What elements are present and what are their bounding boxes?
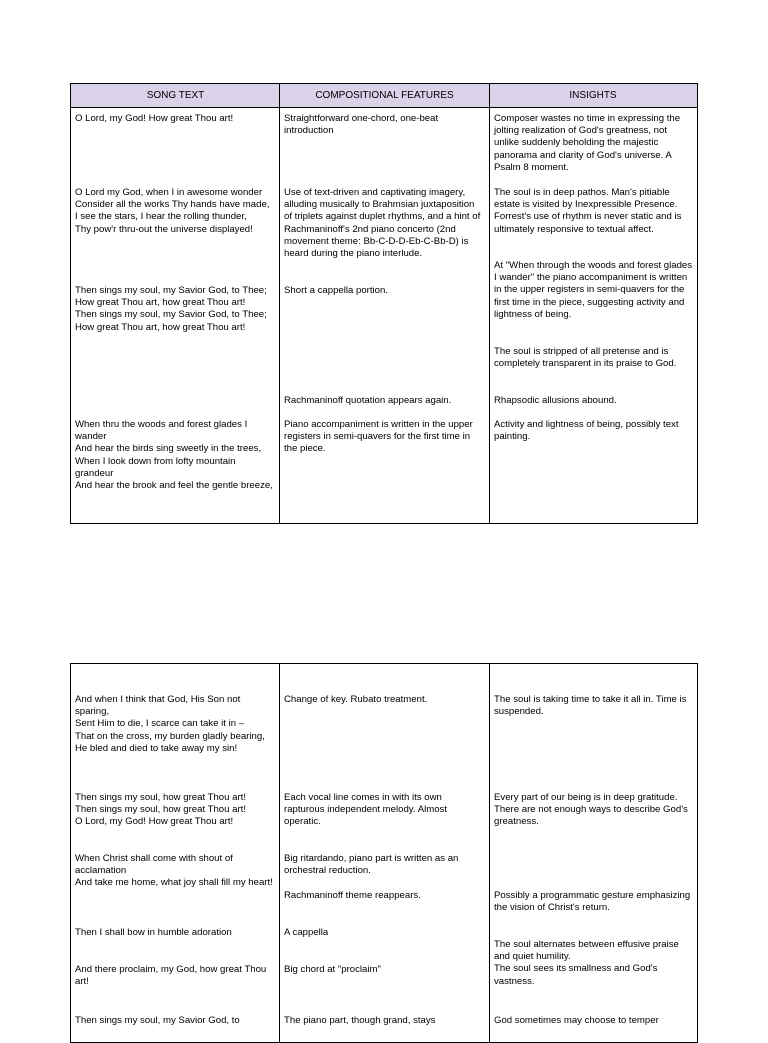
insight-cell: The soul alternates between effusive praise and quiet humility. The soul sees its smallness and God's vastness. [494, 939, 679, 987]
table-header-row [71, 84, 697, 108]
feature-cell: Piano accompaniment is written in the upper registers in semi-quavers for the first time in the piece. [284, 419, 473, 455]
song-text-cell: Then sings my soul, my Savior God, to [75, 1015, 240, 1026]
column-divider [489, 84, 490, 523]
feature-cell: A cappella [284, 927, 329, 938]
song-text-cell: And there proclaim, my God, how great Thou art! [75, 964, 267, 988]
song-text-cell: When thru the woods and forest glades I wander And hear the birds sing sweetly in the trees, When I look down from lofty mountain grandeur And hear the brook and feel the gentle breeze, [75, 419, 273, 492]
feature-cell: Big chord at "proclaim" [284, 964, 381, 975]
insight-cell: God sometimes may choose to temper [494, 1015, 659, 1026]
feature-cell: Change of key. Rubato treatment. [284, 694, 428, 705]
song-text-cell: Then I shall bow in humble adoration [75, 927, 232, 938]
feature-cell: Rachmaninoff quotation appears again. [284, 395, 452, 406]
feature-cell: Big ritardando, piano part is written as an orchestral reduction. [284, 853, 459, 877]
insight-cell: The soul is in deep pathos. Man's pitiable estate is visited by Inexpressible Presence. Forrest's use of rhythm is never static and is ultimately responsive to textual affect. [494, 187, 682, 235]
song-text-cell: When Christ shall come with shout of acclamation And take me home, what joy shall fill my heart! [75, 853, 273, 889]
feature-cell: Use of text-driven and captivating imagery, alluding musically to Brahmsian juxtaposition of triplets against duplet rhythms, and a hint of Rachmaninoff's 2nd piano concerto (2nd movement theme: Bb-C-D-D-Eb-C-Bb-D) is heard during the piano interlude. [284, 187, 481, 260]
feature-cell: Short a cappella portion. [284, 285, 388, 296]
song-text-cell: O Lord my God, when I in awesome wonder Consider all the works Thy hands have made, I see the stars, I hear the rolling thunder, Thy pow'r thru-out the universe displayed! [75, 187, 270, 235]
song-text-cell: Then sings my soul, how great Thou art! Then sings my soul, how great Thou art! O Lord, my God! How great Thou art! [75, 792, 246, 828]
header-compositional-features: COMPOSITIONAL FEATURES [315, 90, 454, 101]
insight-cell: The soul is taking time to take it all in. Time is suspended. [494, 694, 687, 718]
header-insights: INSIGHTS [569, 90, 617, 101]
song-text-cell: O Lord, my God! How great Thou art! [75, 113, 234, 124]
insight-cell: Possibly a programmatic gesture emphasizing the vision of Christ's return. [494, 890, 691, 914]
column-divider [279, 84, 280, 523]
table-page-2 [70, 663, 698, 1043]
insight-cell: Activity and lightness of being, possibly text painting. [494, 419, 679, 443]
insight-cell: At "When through the woods and forest glades I wander" the piano accompaniment is written in the upper registers in semi-quavers for the first time in the piece, suggesting activity and lightness of being. [494, 260, 693, 320]
feature-cell: Straightforward one-chord, one-beat introduction [284, 113, 439, 137]
column-divider [279, 664, 280, 1042]
feature-cell: Rachmaninoff theme reappears. [284, 890, 421, 901]
insight-cell: The soul is stripped of all pretense and is completely transparent in its praise to God. [494, 346, 677, 370]
insight-cell: Composer wastes no time in expressing the jolting realization of God's greatness, not unlike suddenly beholding the majestic panorama and clarity of God's universe. A Psalm 8 moment. [494, 113, 681, 173]
insight-cell: Rhapsodic allusions abound. [494, 395, 617, 406]
song-text-cell: And when I think that God, His Son not sparing, Sent Him to die, I scarce can take it in – That on the cross, my burden gladly bearing, He bled and died to take away my sin! [75, 694, 265, 754]
song-text-cell: Then sings my soul, my Savior God, to Thee; How great Thou art, how great Thou art! Then sings my soul, my Savior God, to Thee; How great Thou art, how great Thou art! [75, 285, 267, 333]
table-page-1 [70, 83, 698, 524]
feature-cell: Each vocal line comes in with its own rapturous independent melody. Almost operatic. [284, 792, 448, 828]
feature-cell: The piano part, though grand, stays [284, 1015, 436, 1026]
header-song-text: SONG TEXT [146, 90, 205, 101]
insight-cell: Every part of our being is in deep gratitude. There are not enough ways to describe God's greatness. [494, 792, 688, 828]
column-divider [489, 664, 490, 1042]
